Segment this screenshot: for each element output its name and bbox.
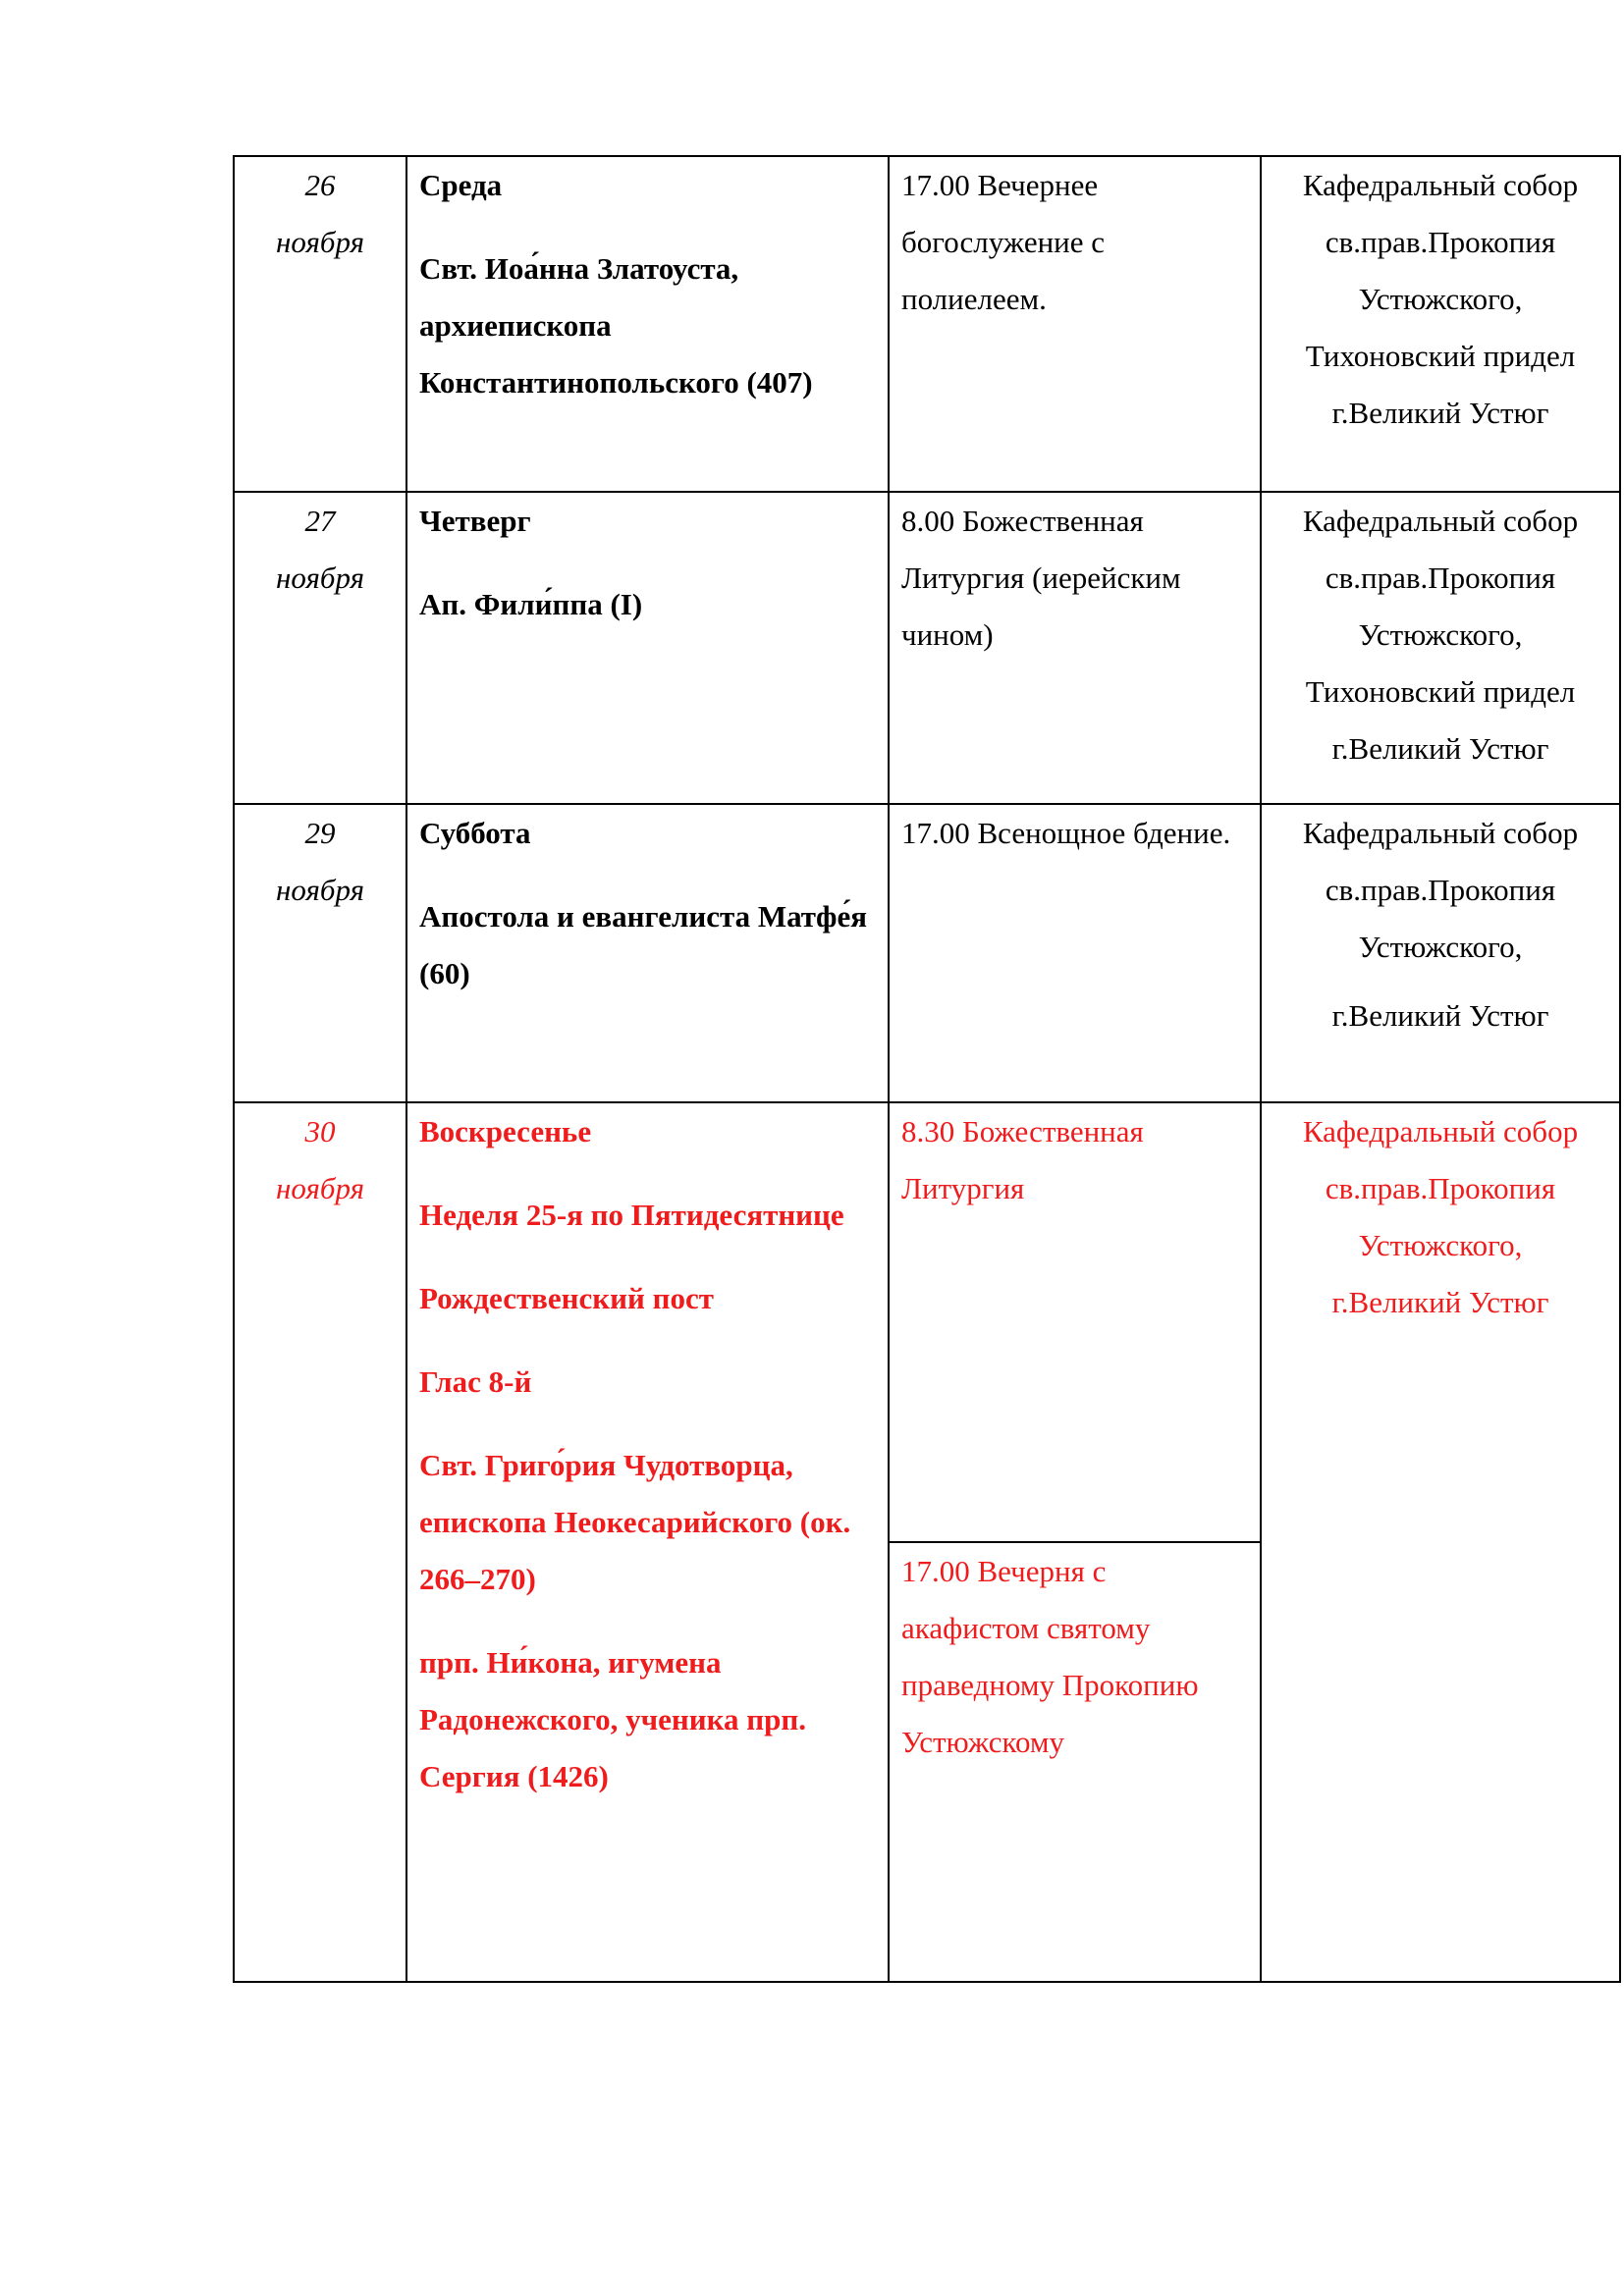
- location-line: Кафедральный собор: [1302, 816, 1579, 850]
- service-text: 8.00 Божественная Литургия (иерейским чином): [901, 504, 1181, 652]
- location-line: Кафедральный собор: [1302, 168, 1579, 202]
- table-row: [234, 492, 1620, 804]
- location-line: Тихоновский придел: [1305, 339, 1576, 373]
- feast-title: прп. Ни́кона, игумена Радонежского, ученика прп. Сергия (1426): [419, 1645, 806, 1793]
- feast-title: Свт. Григо́рия Чудотворца, епископа Неокесарийского (ок. 266–270): [419, 1448, 851, 1596]
- date-day: 27: [304, 504, 336, 538]
- service-cell: [889, 804, 1261, 1102]
- location-line: Тихоновский придел: [1305, 674, 1576, 709]
- service-text: 8.30 Божественная Литургия: [901, 1114, 1144, 1205]
- feast-cell: [406, 492, 889, 804]
- weekday: Суббота: [419, 816, 531, 850]
- service-evening: [890, 1543, 1260, 1771]
- date-cell: [234, 1102, 406, 1982]
- location-line: г.Великий Устюг: [1331, 998, 1549, 1033]
- weekday: Среда: [419, 168, 503, 202]
- location-line: Кафедральный собор: [1302, 504, 1579, 538]
- location-cell: [1261, 156, 1620, 492]
- service-text: 17.00 Всенощное бдение.: [901, 816, 1231, 850]
- date-day: 30: [304, 1114, 336, 1148]
- location-line: Устюжского,: [1358, 930, 1523, 964]
- week-title: Неделя 25-я по Пятидесятнице: [419, 1198, 844, 1232]
- tone-title: Глас 8-й: [419, 1364, 532, 1399]
- location-line: Устюжского,: [1358, 1228, 1523, 1262]
- location-cell: [1261, 492, 1620, 804]
- service-text: 17.00 Вечерня с акафистом святому праведному Прокопию Устюжскому: [901, 1554, 1199, 1759]
- weekday: Четверг: [419, 504, 531, 538]
- location-line: Кафедральный собор: [1302, 1114, 1579, 1148]
- table-row: [234, 804, 1620, 1102]
- table-row: [234, 156, 1620, 492]
- date-month: ноября: [276, 561, 364, 595]
- location-line: св.прав.Прокопия: [1325, 873, 1556, 907]
- date-month: ноября: [276, 225, 364, 259]
- date-month: ноября: [276, 1171, 364, 1205]
- location-line: г.Великий Устюг: [1331, 1285, 1549, 1319]
- table-row: [234, 1102, 1620, 1982]
- date-cell: [234, 804, 406, 1102]
- date-month: ноября: [276, 873, 364, 907]
- service-text: 17.00 Вечернее богослужение с полиелеем.: [901, 168, 1106, 316]
- location-cell: [1261, 1102, 1620, 1982]
- date-day: 29: [304, 816, 336, 850]
- service-morning: [890, 1103, 1260, 1543]
- feast-title: Свт. Иоа́нна Златоуста, архиепископа Константинопольского (407): [419, 251, 813, 400]
- date-cell: [234, 492, 406, 804]
- location-line: г.Великий Устюг: [1331, 731, 1549, 766]
- feast-cell: [406, 156, 889, 492]
- feast-title: Апостола и евангелиста Матфе́я (60): [419, 899, 867, 990]
- schedule-table: [233, 155, 1621, 1983]
- location-line: св.прав.Прокопия: [1325, 1171, 1556, 1205]
- service-cell: [889, 156, 1261, 492]
- feast-cell: [406, 1102, 889, 1982]
- location-line: Устюжского,: [1358, 617, 1523, 652]
- weekday: Воскресенье: [419, 1114, 592, 1148]
- service-cell: [889, 1102, 1261, 1982]
- fast-title: Рождественский пост: [419, 1281, 714, 1315]
- location-line: св.прав.Прокопия: [1325, 561, 1556, 595]
- date-cell: [234, 156, 406, 492]
- location-cell: [1261, 804, 1620, 1102]
- feast-title: Ап. Фили́ппа (I): [419, 587, 643, 621]
- service-cell: [889, 492, 1261, 804]
- location-line: св.прав.Прокопия: [1325, 225, 1556, 259]
- date-day: 26: [304, 168, 336, 202]
- location-line: г.Великий Устюг: [1331, 396, 1549, 430]
- location-line: Устюжского,: [1358, 282, 1523, 316]
- feast-cell: [406, 804, 889, 1102]
